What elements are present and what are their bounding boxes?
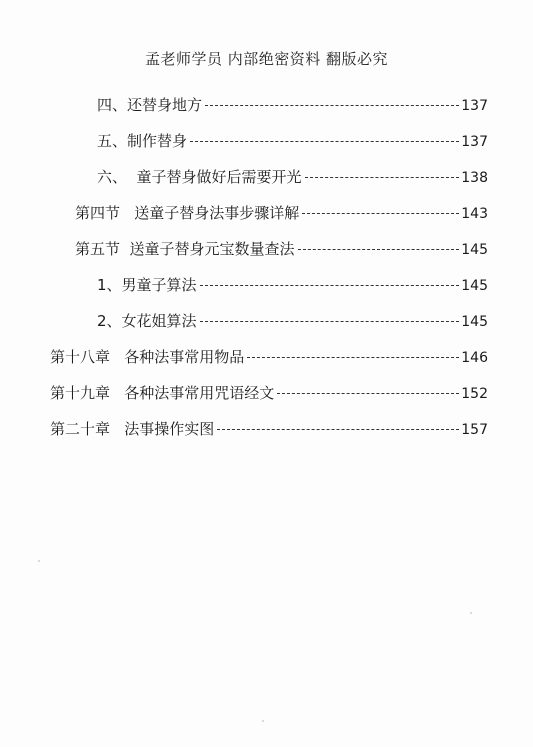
scan-speck <box>470 612 472 614</box>
toc-entry <box>97 166 488 188</box>
toc-entry-label: 2、女花姐算法 <box>97 312 197 330</box>
toc-entry-label: 第二十章 法事操作实图 <box>50 420 215 438</box>
toc-entry <box>97 274 488 296</box>
toc-entry-label: 第五节 送童子替身元宝数量查法 <box>75 240 295 258</box>
toc-entry <box>50 382 488 404</box>
toc-entry-page: 143 <box>461 206 488 222</box>
scan-speck <box>38 560 40 562</box>
toc-entry-label: 第十九章 各种法事常用咒语经文 <box>50 384 275 402</box>
toc-leader <box>217 429 459 430</box>
toc-leader <box>200 321 460 322</box>
toc-entry-page: 137 <box>461 98 488 114</box>
toc-leader <box>205 105 459 106</box>
toc-entry-label: 六、 童子替身做好后需要开光 <box>97 168 302 186</box>
toc-entry-label: 第四节 送童子替身法事步骤详解 <box>75 204 300 222</box>
toc-leader <box>200 285 460 286</box>
toc-entry-page: 157 <box>461 422 488 438</box>
scan-speck <box>262 720 264 722</box>
toc-entry <box>50 418 488 440</box>
toc-entry-label: 1、男童子算法 <box>97 276 197 294</box>
toc-entry <box>97 130 488 152</box>
toc-entry-page: 138 <box>461 170 488 186</box>
toc-entry-page: 145 <box>461 278 488 294</box>
toc-leader <box>247 357 459 358</box>
toc-entry-page: 137 <box>461 134 488 150</box>
toc-entry <box>75 238 488 260</box>
toc-entry-label: 第十八章 各种法事常用物品 <box>50 348 245 366</box>
toc-entry-label: 五、制作替身 <box>97 132 188 150</box>
toc-entry-label: 四、还替身地方 <box>97 96 203 114</box>
page-header: 孟老师学员 内部绝密资料 翻版必究 <box>144 50 389 68</box>
toc-entry <box>75 202 488 224</box>
toc-entry <box>97 94 488 116</box>
toc-entry-page: 146 <box>461 350 488 366</box>
toc-entry-page: 152 <box>461 386 488 402</box>
toc-leader <box>190 141 459 142</box>
toc-entry-page: 145 <box>461 314 488 330</box>
toc-leader <box>298 249 460 250</box>
toc-leader <box>305 177 460 178</box>
toc-entry <box>50 346 488 368</box>
toc-leader <box>277 393 459 394</box>
toc-entry <box>97 310 488 332</box>
toc-entry-page: 145 <box>461 242 488 258</box>
toc-leader <box>302 213 459 214</box>
